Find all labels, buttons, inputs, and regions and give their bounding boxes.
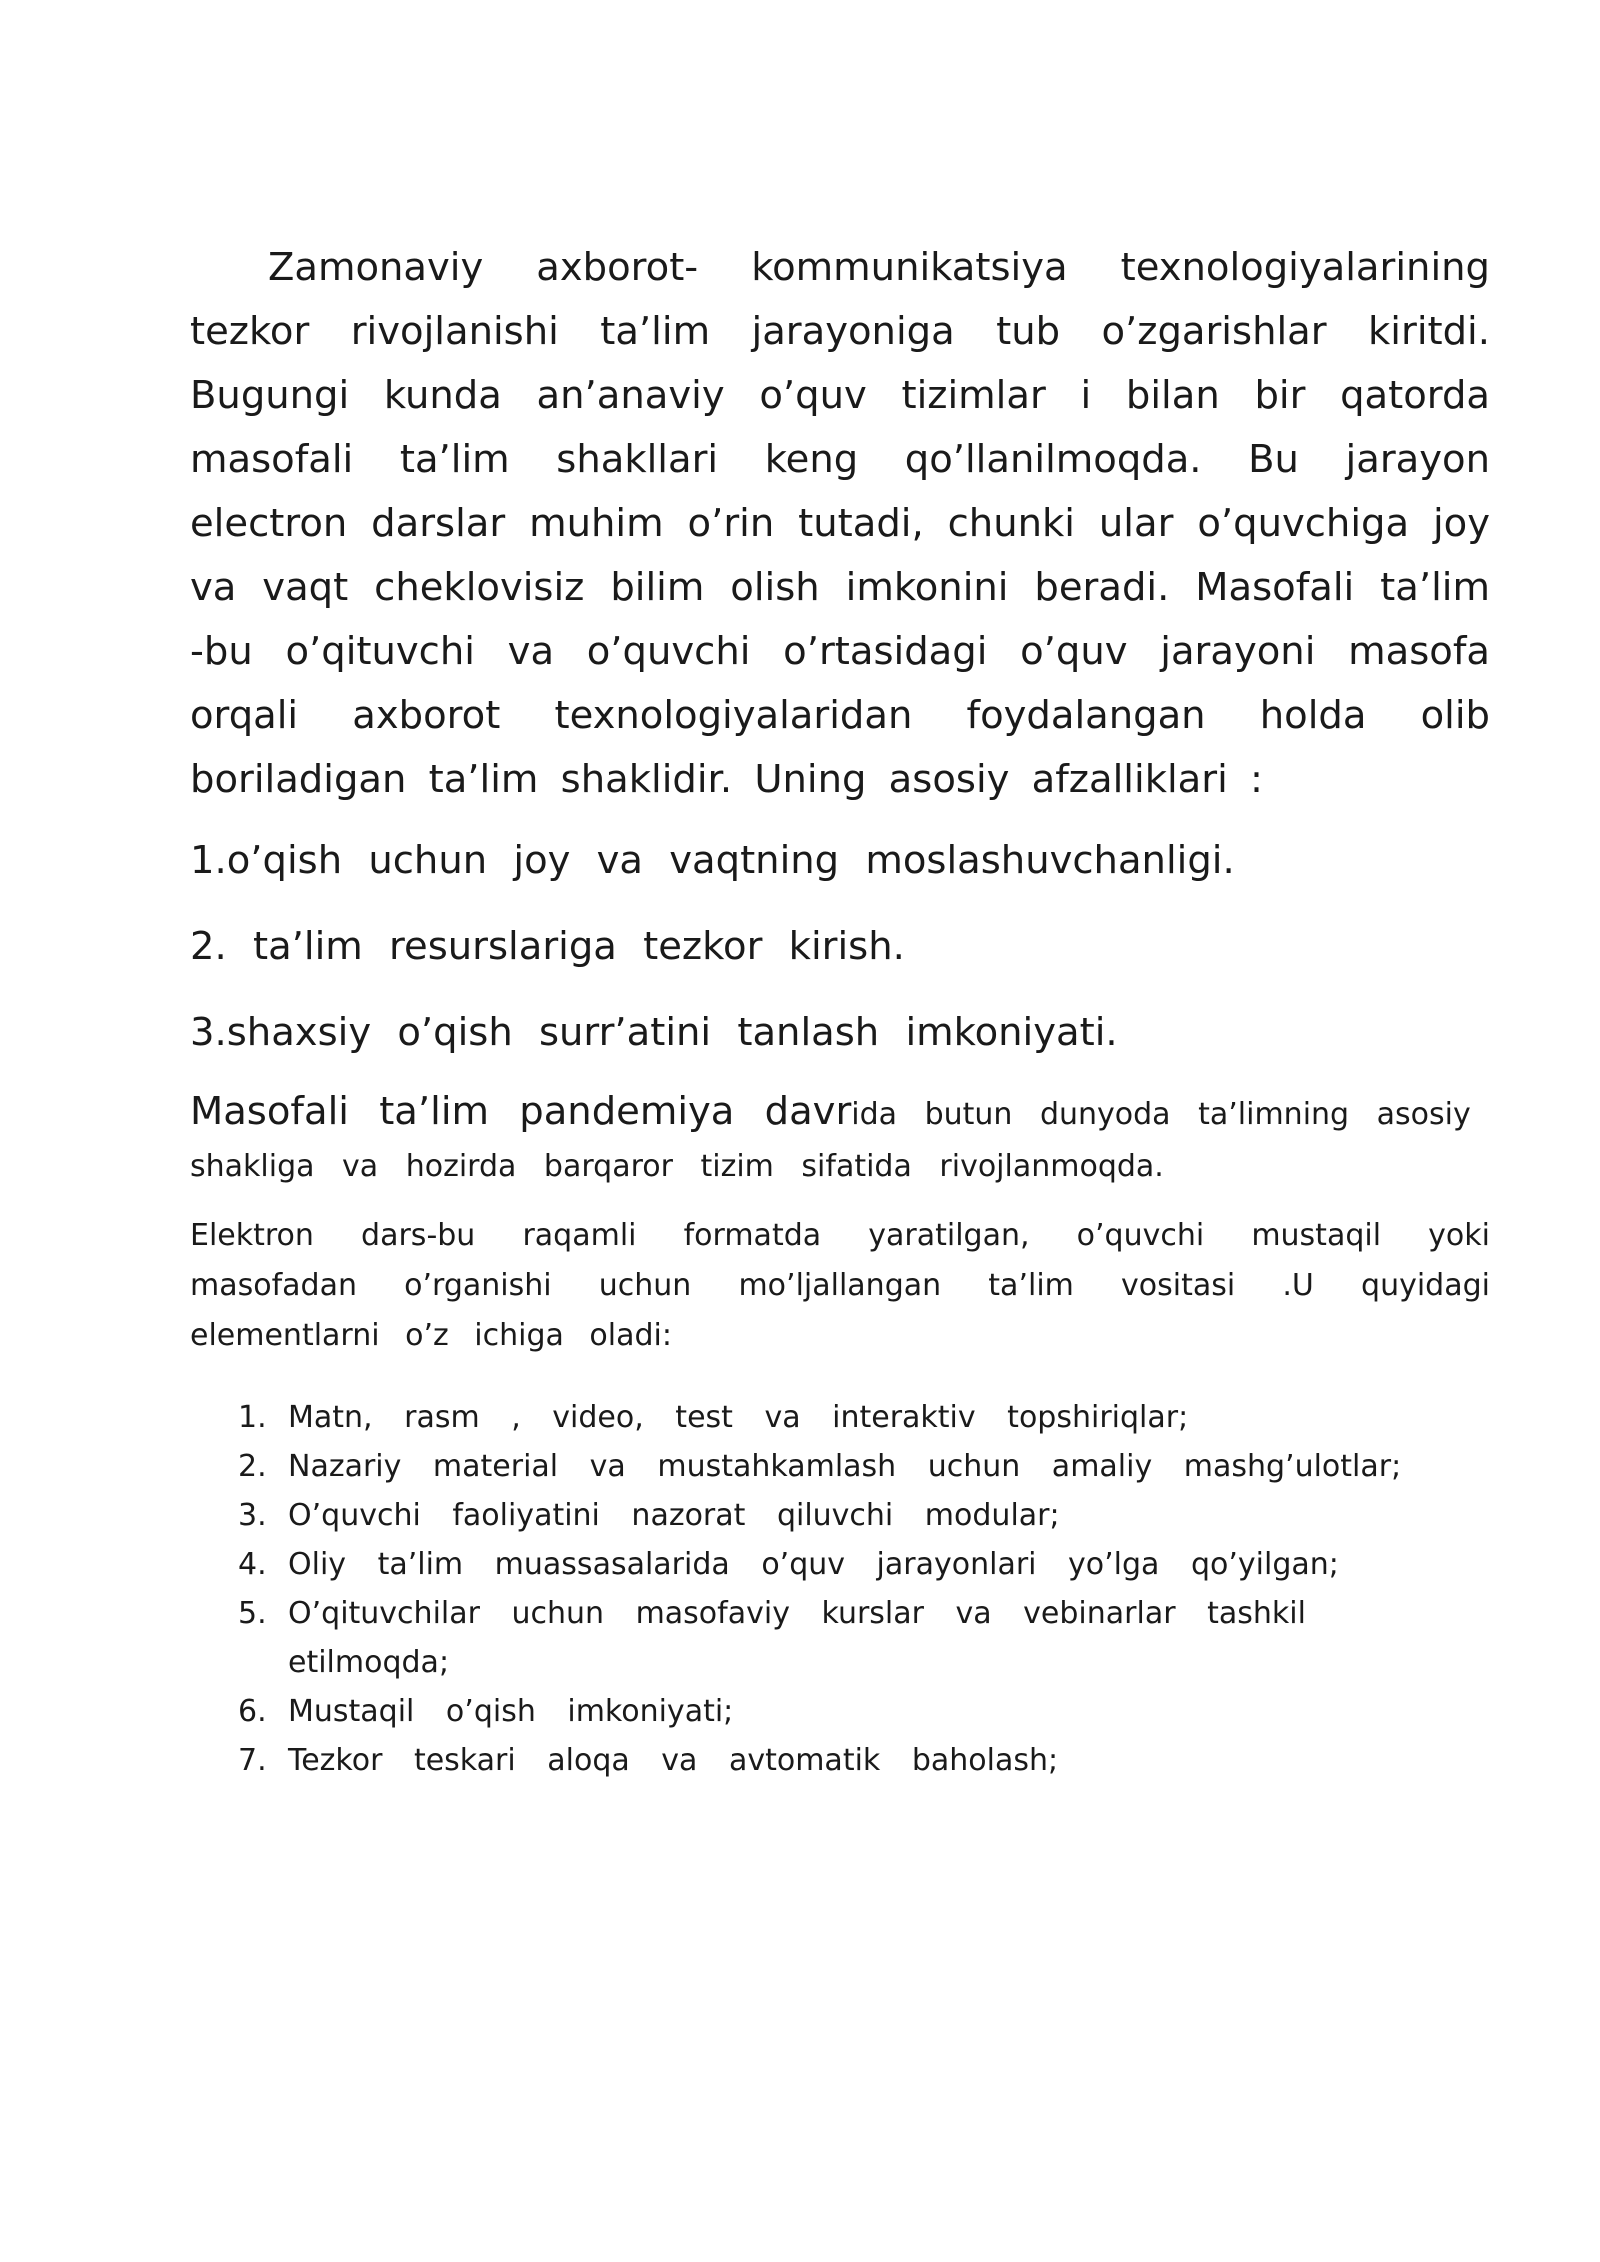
list-item-number: 7. <box>238 1743 267 1778</box>
list-item-text: Oliy ta’lim muassasalarida o’quv jarayonlari yo’lga qo’yilgan; <box>288 1547 1339 1582</box>
pandemic-paragraph-small: ida butun dunyoda ta’limning asosiy shakliga va hozirda barqaror tizim sifatida rivojlanmoqda. <box>190 1097 1471 1184</box>
list-item-number: 6. <box>238 1694 267 1729</box>
list-item <box>190 1491 1490 1540</box>
advantage-item-2: 2. ta’lim resurslariga tezkor kirish. <box>190 924 905 969</box>
list-item-text: O’qituvchilar uchun masofaviy kurslar va vebinarlar tashkil etilmoqda; <box>288 1596 1306 1680</box>
list-item <box>190 1687 1490 1736</box>
pandemic-paragraph <box>190 1086 1490 1193</box>
list-item <box>190 1736 1490 1785</box>
list-item-number: 4. <box>238 1547 267 1582</box>
document-body <box>190 236 1490 1785</box>
list-item <box>190 1393 1490 1442</box>
list-item-number: 5. <box>238 1596 267 1631</box>
advantage-item-3: 3.shaxsiy o’qish surr’atini tanlash imkoniyati. <box>190 1010 1118 1055</box>
list-item-number: 1. <box>238 1400 267 1435</box>
list-item-text: Tezkor teskari aloqa va avtomatik baholash; <box>288 1743 1059 1778</box>
pandemic-paragraph-large: Masofali ta’lim pandemiya davr <box>190 1089 852 1134</box>
list-item <box>190 1442 1490 1491</box>
advantage-item-1: 1.o’qish uchun joy va vaqtning moslashuvchanligi. <box>190 838 1235 883</box>
list-item-text: Mustaqil o’qish imkoniyati; <box>288 1694 734 1729</box>
intro-paragraph: Zamonaviy axborot- kommunikatsiya texnologiyalarining tezkor rivojlanishi ta’lim jarayoniga tub o’zgarishlar kiritdi. Bugungi kunda an’anaviy o’quv tizimlar i bilan bir qatorda masofali ta’lim shakllari keng qo’llanilmoqda. Bu jarayon electron darslar muhim o’rin tutadi, chunki ular o’quvchiga joy va vaqt cheklovisiz bilim olish imkonini beradi. Masofali ta’lim -bu o’qituvchi va o’quvchi o’rtasidagi o’quv jarayoni masofa orqali axborot texnologiyalaridan foydalangan holda olib boriladigan ta’lim shaklidir. Uning asosiy afzalliklari : <box>190 245 1490 802</box>
elements-list <box>190 1393 1490 1785</box>
list-item <box>190 1540 1490 1589</box>
list-item-text: Matn, rasm , video, test va interaktiv topshiriqlar; <box>288 1400 1189 1435</box>
list-item-text: Nazariy material va mustahkamlash uchun amaliy mashg’ulotlar; <box>288 1449 1402 1484</box>
list-item-text: O’quvchi faoliyatini nazorat qiluvchi modular; <box>288 1498 1060 1533</box>
elektron-paragraph: Elektron dars-bu raqamli formatda yaratilgan, o’quvchi mustaqil yoki masofadan o’rganishi uchun mo’ljallangan ta’lim vositasi .U quyidagi elementlarni o’z ichiga oladi: <box>190 1218 1490 1353</box>
list-item-number: 2. <box>238 1449 267 1484</box>
list-item-number: 3. <box>238 1498 267 1533</box>
list-item <box>190 1589 1490 1687</box>
